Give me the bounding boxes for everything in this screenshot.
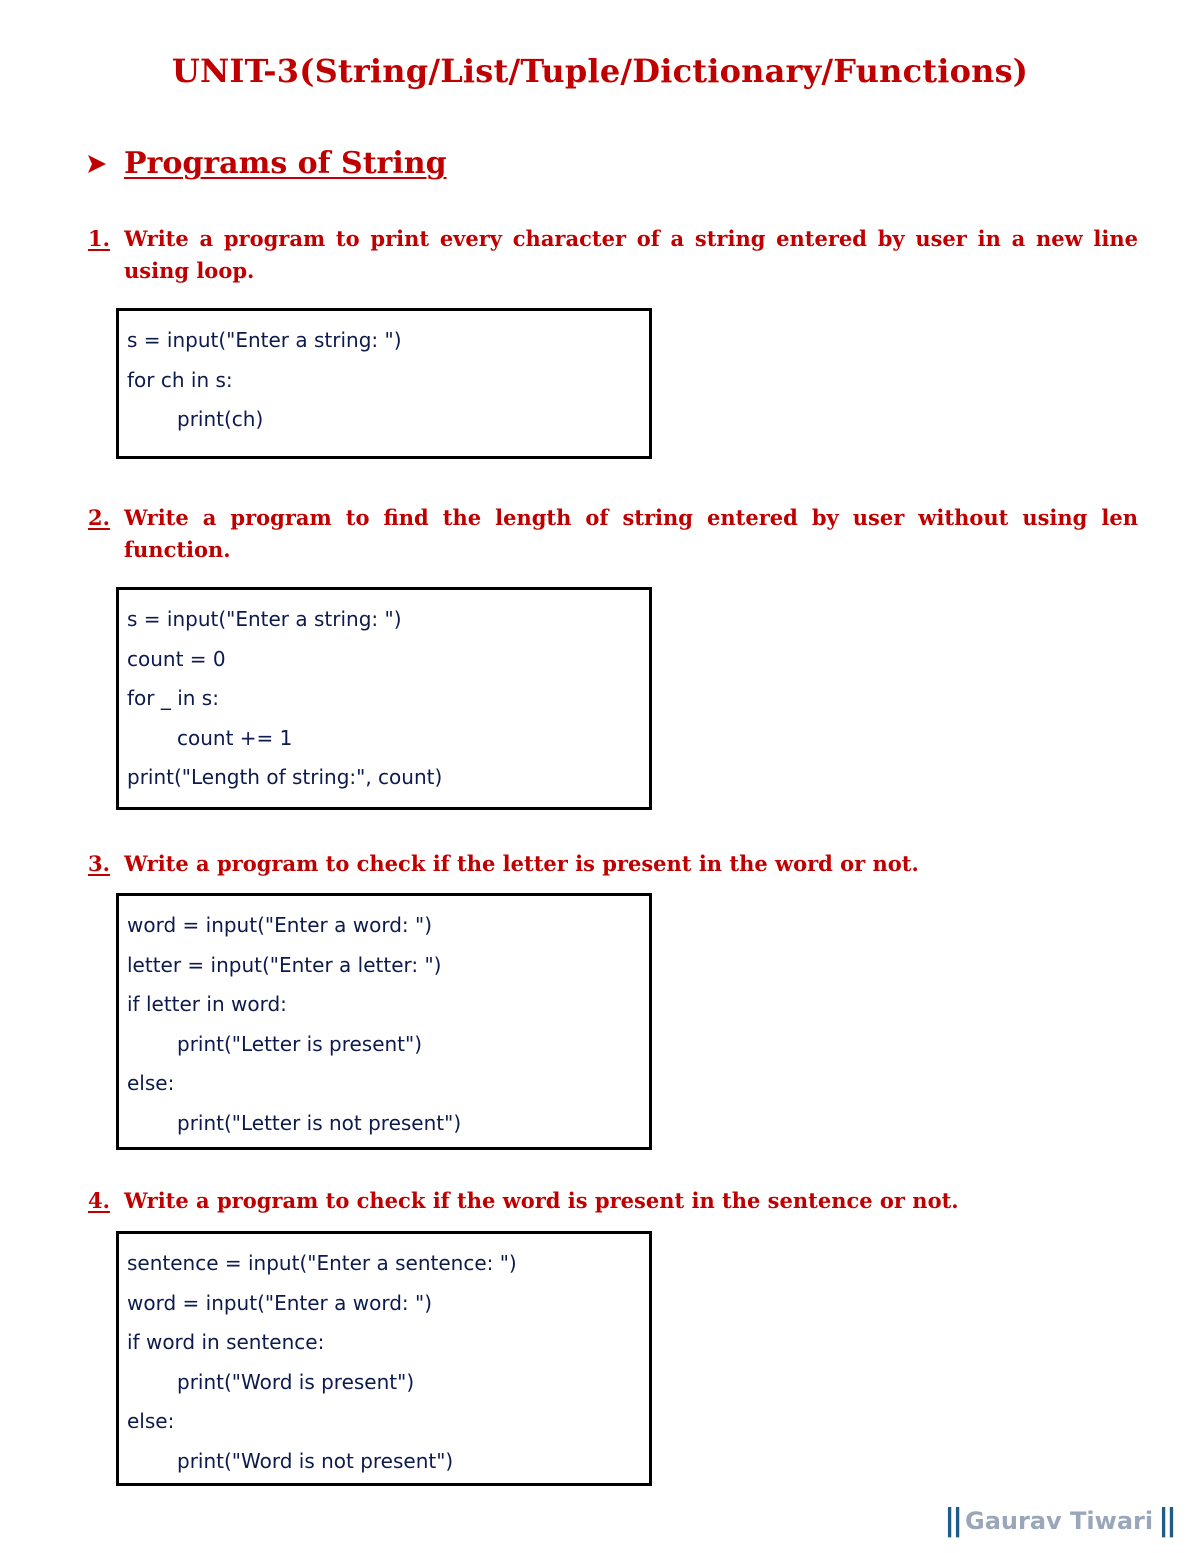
question-number: 4. [88,1188,110,1213]
code-line: if letter in word: [127,992,287,1016]
code-line: print("Word is present") [177,1369,415,1394]
question-number: 1. [88,226,110,251]
code-line: letter = input("Enter a letter: ") [127,952,442,977]
code-line: count = 0 [127,646,226,671]
code-line: for ch in s: [127,367,233,392]
question-text: Write a program to check if the letter is present in the word or not. [124,851,919,876]
code-line: word = input("Enter a word: ") [127,1290,432,1315]
code-line: s = input("Enter a string: ") [127,328,402,352]
question-1 [88,223,1138,287]
arrow-bullet-icon [86,153,108,175]
code-line: if word in sentence: [127,1330,325,1354]
question-3 [88,848,1138,880]
footer-signature [944,1503,1174,1538]
footer-bar-right: || [1158,1503,1174,1538]
question-2 [88,502,1138,566]
code-line: print("Word is not present") [177,1448,454,1473]
question-text: Write a program to find the length of string entered by user without using len function. [124,505,1138,562]
code-block-3 [116,893,652,1150]
code-block-4 [116,1231,652,1486]
code-line: print("Letter is present") [177,1031,423,1056]
question-text: Write a program to check if the word is present in the sentence or not. [124,1188,959,1213]
page-title: UNIT-3(String/List/Tuple/Dictionary/Functions) [171,52,1029,90]
section-heading [86,146,447,181]
code-block-1 [116,308,652,459]
code-line: s = input("Enter a string: ") [127,607,402,631]
section-heading-text: Programs of String [124,146,447,181]
code-line: print("Length of string:", count) [127,765,443,789]
code-line: else: [127,1409,175,1433]
question-text: Write a program to print every character of a string entered by user in a new line using loop. [124,226,1138,283]
question-4 [88,1185,1138,1217]
question-number: 2. [88,505,110,530]
code-block-2 [116,587,652,810]
code-line: else: [127,1071,175,1095]
code-line: count += 1 [177,725,293,750]
code-line: print(ch) [177,407,264,431]
code-line: for _ in s: [127,686,219,710]
code-line: print("Letter is not present") [177,1110,462,1135]
footer-bar-left: || [944,1503,961,1538]
code-line: word = input("Enter a word: ") [127,913,432,937]
question-number: 3. [88,851,110,876]
author-name: Gaurav Tiwari [965,1506,1154,1535]
code-line: sentence = input("Enter a sentence: ") [127,1251,517,1275]
